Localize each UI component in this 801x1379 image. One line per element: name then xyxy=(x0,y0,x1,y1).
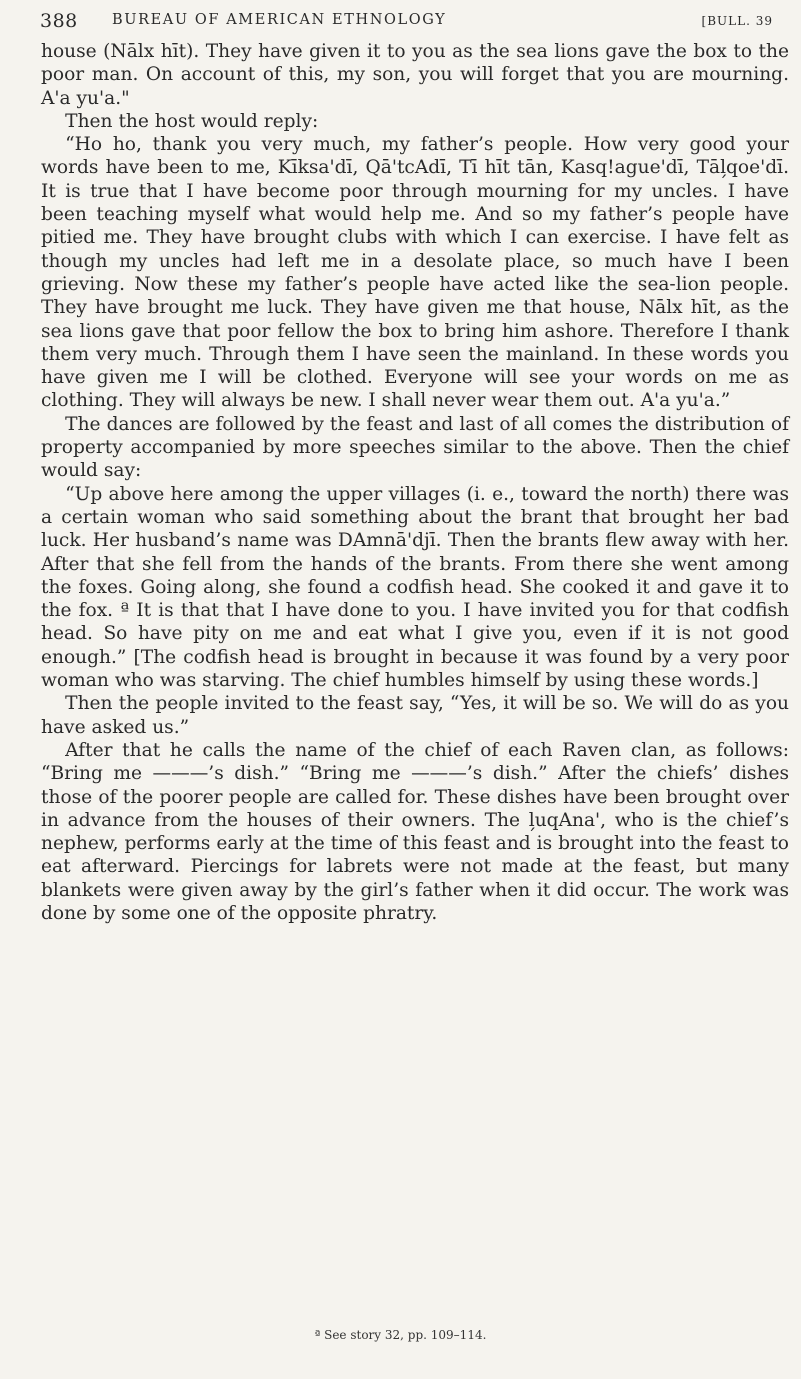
running-head: BUREAU OF AMERICAN ETHNOLOGY xyxy=(112,12,447,28)
paragraph: After that he calls the name of the chief of each Raven clan, as follows: “Bring me ———’s dish.” “Bring me ———’s dish.” After the chiefs’ dishes those of the poorer people are called for. These dishes have been brought over in advance from the houses of their owners. The l̗uqAna', who is the chief’s nephew, performs early at the time of this feast and is brought into the feast to eat afterward. Piercings for labrets were not made at the feast, but many blankets were given away by the girl’s father when it did occur. The work was done by some one of the opposite phratry. xyxy=(41,739,789,924)
bulletin-reference: [BULL. 39 xyxy=(701,14,773,28)
paragraph: Then the people invited to the feast say, “Yes, it will be so. We will do as you have asked us.” xyxy=(41,693,789,738)
page-header xyxy=(40,10,773,38)
body-text xyxy=(41,40,789,925)
paragraph: “Ho ho, thank you very much, my father’s people. How very good your words have been to me, Kīksa'dī, Qā'tcAdī, Tī hīt tān, Kasq!ague'dī, Tāl̗qoe'dī. It is true that I have become poor through mourning for my uncles. I have been teaching myself what would help me. And so my father’s people have pitied me. They have brought clubs with which I can exercise. I have felt as though my uncles had left me in a desolate place, so much have I been grieving. Now these my father’s people have acted like the sea-lion people. They have brought me luck. They have given me that house, Nālx hīt, as the sea lions gave that poor fellow the box to bring him ashore. Therefore I thank them very much. Through them I have seen the mainland. In these words you have given me I will be clothed. Everyone will see your words on me as clothing. They will always be new. I shall never wear them out. A'a yu'a.” xyxy=(41,134,789,412)
page-number: 388 xyxy=(40,10,78,32)
paragraph: Then the host would reply: xyxy=(65,110,319,132)
paragraph: house (Nālx hīt). They have given it to you as the sea lions gave the box to the poor man. On account of this, my son, you will forget that you are mourning. A'a yu'a." xyxy=(41,41,789,109)
paragraph: The dances are followed by the feast and last of all comes the distribution of property accompanied by more speeches similar to the above. Then the chief would say: xyxy=(41,413,789,482)
footnote: ª See story 32, pp. 109–114. xyxy=(314,1328,487,1342)
paragraph: “Up above here among the upper villages (i. e., toward the north) there was a certain woman who said something about the brant that brought her bad luck. Her husband’s name was DAmnā'djī. Then the brants flew away with her. After that she fell from the hands of the brants. From there she went among the foxes. Going along, she found a codfish head. She cooked it and gave it to the fox. ª It is that that I have done to you. I have invited you for that codfish head. So have pity on me and eat what I give you, even if it is not good enough.” [The codfish head is brought in because it was found by a very poor woman who was starving. The chief humbles himself by using these words.] xyxy=(41,483,789,692)
